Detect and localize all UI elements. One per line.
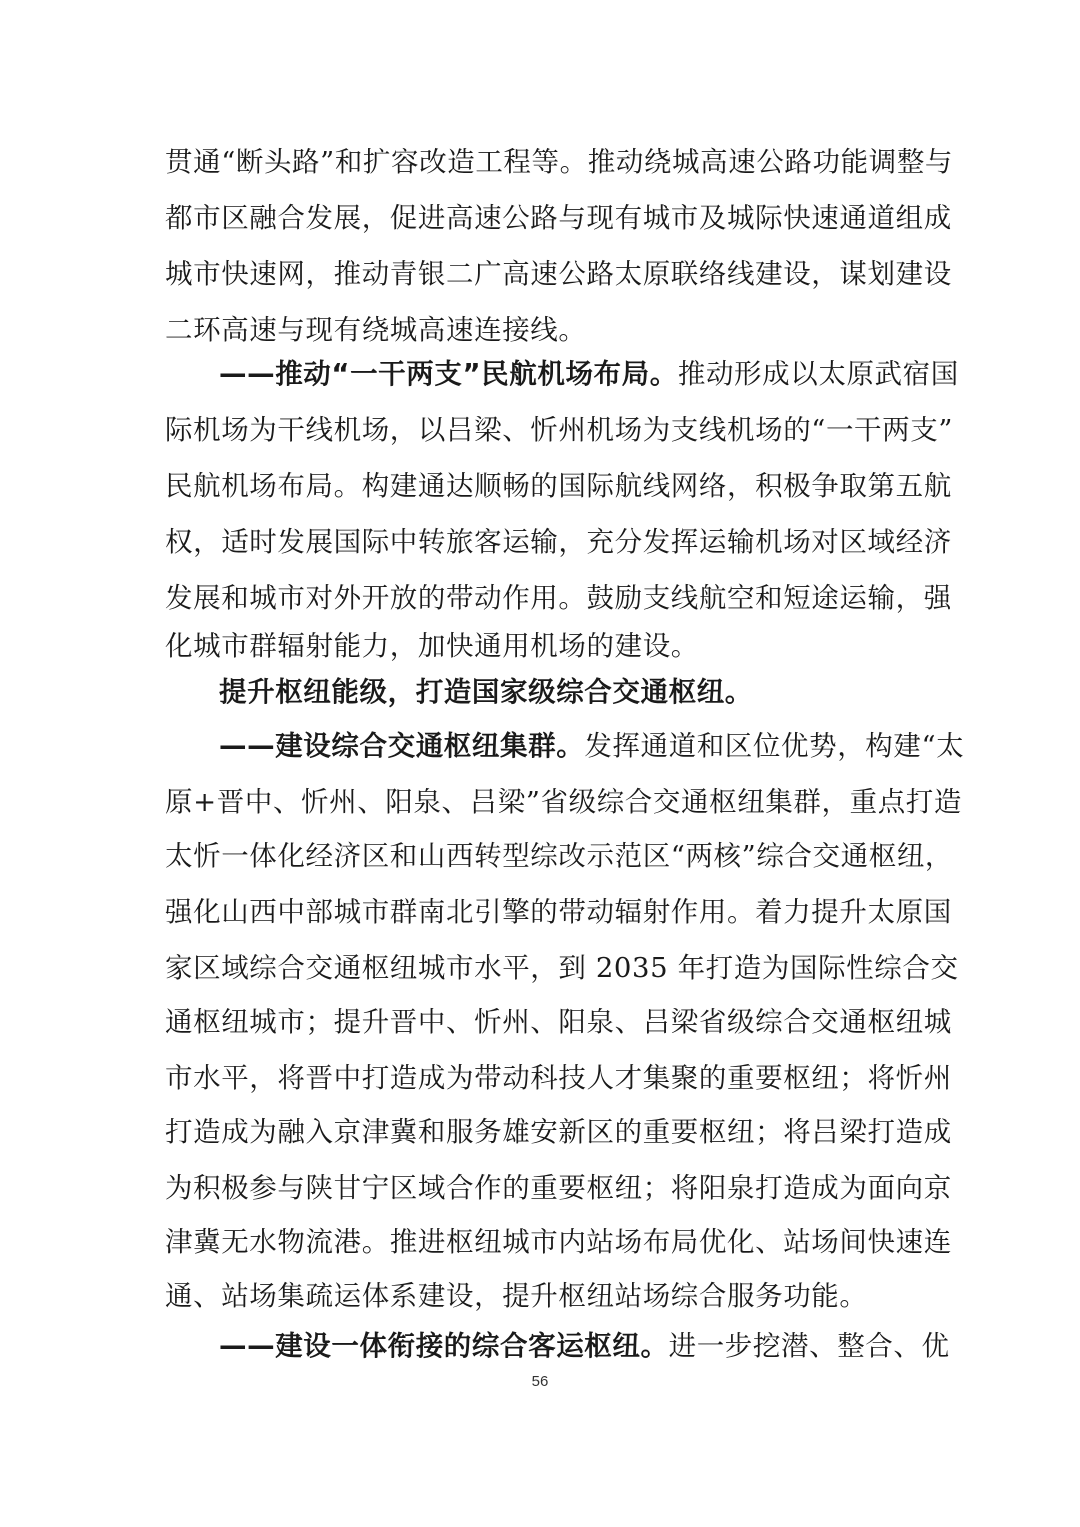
text-line: 打造成为融入京津冀和服务雄安新区的重要枢纽；将吕梁打造成 <box>165 1116 952 1148</box>
text-line: 化城市群辐射能力，加快通用机场的建设。 <box>165 630 699 662</box>
paragraph-heading-line <box>219 726 965 766</box>
section-heading: ——建设综合交通枢纽集群。 <box>219 730 585 762</box>
text-line: 际机场为干线机场，以吕梁、忻州机场为支线机场的“一干两支” <box>165 414 954 446</box>
text-line: 权，适时发展国际中转旅客运输，充分发挥运输机场对区域经济 <box>165 526 952 558</box>
text-line: 民航机场布局。构建通达顺畅的国际航线网络，积极争取第五航 <box>165 470 952 502</box>
text-line: 津冀无水物流港。推进枢纽城市内站场布局优化、站场间快速连 <box>165 1226 952 1258</box>
text-line: 市水平，将晋中打造成为带动科技人才集聚的重要枢纽；将忻州 <box>165 1062 952 1094</box>
paragraph-heading-line <box>219 1326 950 1366</box>
text-line: 强化山西中部城市群南北引擎的带动辐射作用。着力提升太原国 <box>165 896 952 928</box>
text-line: 原+晋中、忻州、阳泉、吕梁”省级综合交通枢纽集群，重点打造 <box>165 786 962 818</box>
section-heading: ——推动“一干两支”民航机场布局。 <box>219 358 678 390</box>
paragraph-heading-line <box>219 354 959 394</box>
section-title: 提升枢纽能级，打造国家级综合交通枢纽。 <box>219 676 753 708</box>
text-line: 贯通“断头路”和扩容改造工程等。推动绕城高速公路功能调整与 <box>165 146 954 178</box>
text-line: 都市区融合发展，促进高速公路与现有城市及城际快速通道组成 <box>165 202 952 234</box>
text-line: 通、站场集疏运体系建设，提升枢纽站场综合服务功能。 <box>165 1280 868 1312</box>
text-line: 发展和城市对外开放的带动作用。鼓励支线航空和短途运输，强 <box>165 582 952 614</box>
text-line: 通枢纽城市；提升晋中、忻州、阳泉、吕梁省级综合交通枢纽城 <box>165 1006 952 1038</box>
section-heading: ——建设一体衔接的综合客运枢纽。 <box>219 1330 669 1362</box>
text-run: 推动形成以太原武宿国 <box>677 358 959 390</box>
text-line: 二环高速与现有绕城高速连接线。 <box>165 314 587 346</box>
text-line: 家区域综合交通枢纽城市水平，到 2035 年打造为国际性综合交 <box>165 952 959 984</box>
text-line: 为积极参与陕甘宁区域合作的重要枢纽；将阳泉打造成为面向京 <box>165 1172 952 1204</box>
text-run: 发挥通道和区位优势，构建“太 <box>584 730 965 762</box>
text-line: 城市快速网，推动青银二广高速公路太原联络线建设，谋划建设 <box>165 258 952 290</box>
page-number: 56 <box>531 1373 549 1390</box>
text-run: 进一步挖潜、整合、优 <box>668 1330 950 1362</box>
text-line: 太忻一体化经济区和山西转型综改示范区“两核”综合交通枢纽， <box>165 840 954 872</box>
